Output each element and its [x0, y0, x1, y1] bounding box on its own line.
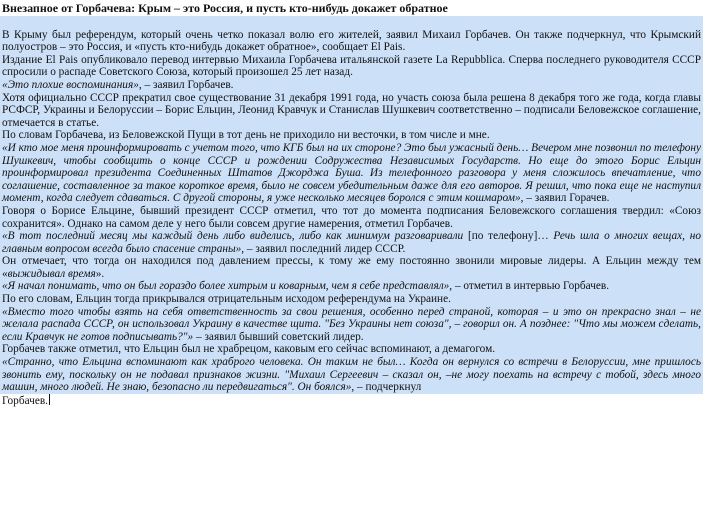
- paragraph: [2, 79, 701, 92]
- quote: «Я начал понимать, что он был гораздо более хитрым и коварным, чем я себе представлял»: [2, 280, 450, 293]
- paragraph: [2, 142, 701, 205]
- article-body[interactable]: [0, 16, 703, 394]
- inline-note: [по телефону]…: [463, 230, 554, 243]
- quote-attribution: , – заявил Горачев.: [520, 192, 610, 205]
- paragraph: Горбачев также отметил, что Ельцин был не храбрецом, каковым его сейчас вспоминают, а демагогом.: [2, 343, 496, 356]
- paragraph: [2, 306, 701, 344]
- quote-attribution: , – подчеркнул: [351, 381, 422, 394]
- selection-end-text: [2, 394, 52, 408]
- paragraph: [2, 255, 701, 280]
- quote: «Это плохие воспоминания»: [2, 78, 139, 91]
- paragraph-text: ».: [95, 267, 105, 280]
- quote: «Странно, что Ельцина вспоминают как храброго человека. Он таким не был… Когда он вернулся со встречи в Белоруссии, мне пришлось звонить ему, поскольку он не подавал признаков жизни. "Михаил Сергеевич – сказал он, –не могу поехать на встречу с тобой, здесь много машин, много людей. Не знаю, безопасно ли передвигаться". Он боялся»: [2, 356, 701, 394]
- paragraph: В Крыму был референдум, который очень четко показал волю его жителей, заявил Михаил Горбачев. Он также подчеркнул, что Крымский полуостров – это Россия, и «пусть кто-нибудь докажет обратное», сообщает El Pais.: [2, 28, 701, 54]
- paragraph: По словам Горбачева, из Беловежской Пущи в тот день не приходило ни весточки, в том числе и мне.: [2, 129, 490, 142]
- quote-attribution: , – заявил последний лидер СССР.: [241, 242, 406, 255]
- quote-attribution: – заявил бывший советский лидер.: [193, 330, 364, 343]
- quote: выжидывал время: [7, 267, 96, 280]
- article-title: Внезапное от Горбачева: Крым – это Россия, и пусть кто-нибудь докажет обратное: [0, 0, 705, 16]
- quote-attribution: , – отметил в интервью Горбачев.: [449, 280, 610, 293]
- paragraph: [2, 280, 701, 293]
- paragraph: Говоря о Борисе Ельцине, бывший президент СССР отметил, что тот до момента подписания Беловежского соглашения твердил: «Союз сохранится». Однако на самом деле у него были совсем другие намерения, отметил Горбачев.: [2, 204, 701, 230]
- paragraph: [2, 230, 701, 255]
- paragraph: [2, 356, 701, 394]
- quote: «Вместо того чтобы взять на себя ответственность за свои решения, особенно перед страной, которая – и это он прекрасно знал – не желала распада СССР, он использовал Украину в качестве щита. "Без Украины нет союза", – говорил он. А позднее: "Что мы можем сделать, если Кравчук не готов подписывать?"»: [2, 305, 701, 343]
- quote-attribution: , – заявил Горбачев.: [138, 78, 234, 91]
- paragraph: Издание El Pais опубликовало перевод интервью Михаила Горбачева итальянской газете La Repubblica. Сперва последнего руководителя СССР спросили о распаде Советского Союза, который произошел 25 лет назад.: [2, 53, 701, 79]
- paragraph: По его словам, Ельцин тогда прикрывался отрицательным исходом референдума на Украине.: [2, 293, 451, 306]
- paragraph-text: Горбачев.: [2, 394, 48, 407]
- paragraph-text: Он отмечает, что тогда он находился под давлением прессы, к тому же ему постоянно звонили мировые лидеры. А Ельцин между тем «: [2, 255, 701, 280]
- quote: «И кто мое меня проинформировать с учетом того, что КГБ был на их стороне? Это был ужасный день… Вечером мне позвонил по телефону Шушкевич, чтобы сообщить о конце СССР и рождении Содружества Независимых Государств. Но еще до этого Борис Ельцин проинформировал президента Соединенных Штатов Джорджа Буша. Из телефонного разговора у меня сложилось впечатление, что соглашение, составленное за такое короткое время, было не совсем убедительным даже для его авторов. Я решил, что пока еще не наступил момент, когда следует сдаваться. С другой стороны, я уже несколько месяцев боролся с этим кошмаром»: [2, 141, 701, 205]
- text-cursor: [49, 394, 50, 405]
- paragraph: Хотя официально СССР прекратил свое существование 31 декабря 1991 года, но участь союза была решена 8 декабря того же года, когда главы РСФСР, Украины и Белоруссии – Борис Ельцин, Леонид Кравчук и Станислав Шушкевич соответственно – подписали Беловежское соглашение, отмечается в статье.: [2, 91, 701, 129]
- quote: Речь шла о многих вещах, но главным вопросом всегда было спасение страны»: [2, 230, 702, 255]
- quote: «В тот последний месяц мы каждый день либо виделись, либо как минимум разговаривали: [2, 230, 464, 243]
